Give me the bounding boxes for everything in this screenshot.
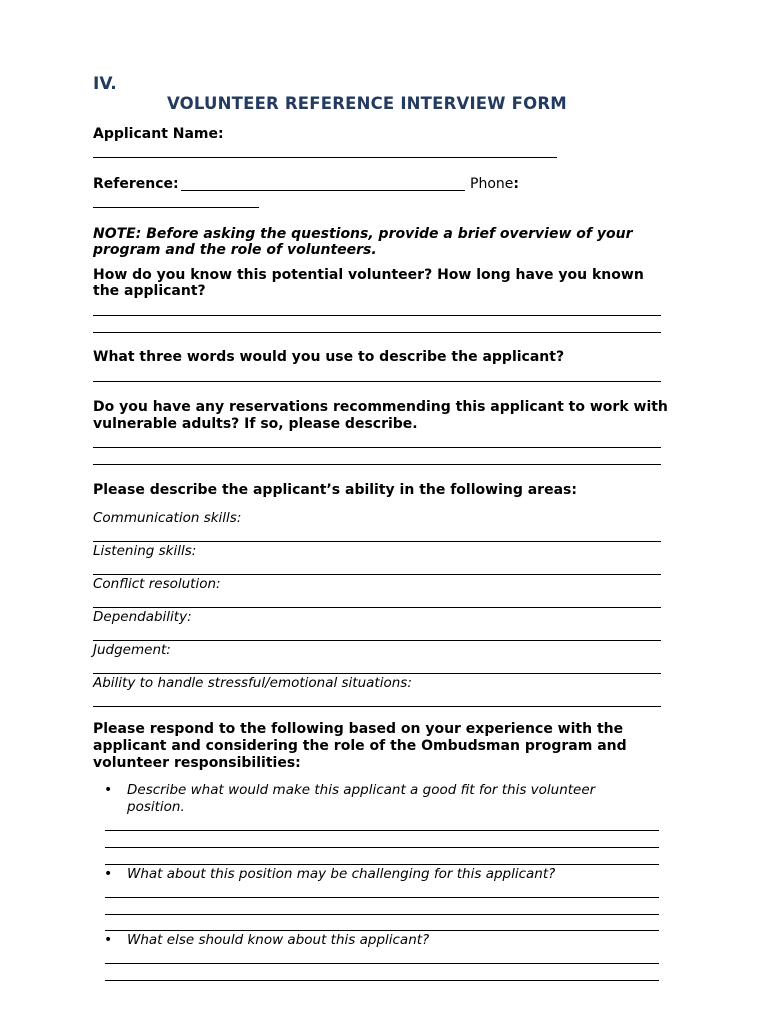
answer-line[interactable] [105, 914, 659, 915]
answer-line[interactable] [93, 464, 661, 465]
ability-label: Judgement: [93, 642, 171, 658]
answer-line[interactable] [93, 332, 661, 333]
ability-answer-line[interactable] [93, 541, 661, 542]
answer-line[interactable] [105, 930, 659, 931]
question-reservations: Do you have any reservations recommending this applicant to work with [93, 399, 668, 415]
answer-line[interactable] [105, 830, 659, 831]
question-reservations-cont: vulnerable adults? If so, please describe. [93, 416, 418, 432]
bullet-else-know: What else should know about this applicant? [127, 932, 430, 948]
ability-answer-line[interactable] [93, 706, 661, 707]
page-title: VOLUNTEER REFERENCE INTERVIEW FORM [167, 94, 567, 113]
question-three-words: What three words would you use to describe the applicant? [93, 349, 565, 365]
experience-intro-3: volunteer responsibilities: [93, 755, 301, 771]
answer-line[interactable] [93, 447, 661, 448]
answer-line[interactable] [105, 980, 659, 981]
bullet-icon: • [104, 782, 113, 798]
bullet-icon: • [104, 866, 113, 882]
bullet-good-fit: Describe what would make this applicant a good fit for this volunteer [127, 782, 596, 798]
ability-label: Listening skills: [93, 543, 197, 559]
note-line-1: NOTE: Before asking the questions, provide a brief overview of your [93, 226, 633, 242]
experience-intro-1: Please respond to the following based on your experience with the [93, 721, 624, 737]
answer-line[interactable] [105, 847, 659, 848]
ability-label: Conflict resolution: [93, 576, 221, 592]
ability-label: Dependability: [93, 609, 192, 625]
note-line-2: program and the role of volunteers. [93, 242, 377, 258]
ability-answer-line[interactable] [93, 607, 661, 608]
phone-label: Phone: [470, 176, 519, 192]
reference-label: Reference: [93, 176, 179, 192]
ability-label: Communication skills: [93, 510, 242, 526]
question-abilities: Please describe the applicant’s ability in the following areas: [93, 482, 577, 498]
bullet-icon: • [104, 932, 113, 948]
ability-answer-line[interactable] [93, 673, 661, 674]
question-how-know-cont: the applicant? [93, 283, 206, 299]
ability-answer-line[interactable] [93, 574, 661, 575]
experience-intro-2: applicant and considering the role of the Ombudsman program and [93, 738, 627, 754]
reference-field[interactable] [181, 190, 465, 191]
answer-line[interactable] [105, 897, 659, 898]
question-how-know: How do you know this potential volunteer? How long have you known [93, 267, 644, 283]
applicant-name-label: Applicant Name: [93, 126, 224, 142]
answer-line[interactable] [93, 315, 661, 316]
applicant-name-field[interactable] [93, 157, 557, 158]
answer-line[interactable] [105, 963, 659, 964]
answer-line[interactable] [93, 381, 661, 382]
ability-label: Ability to handle stressful/emotional situations: [93, 675, 412, 691]
answer-line[interactable] [105, 864, 659, 865]
ability-answer-line[interactable] [93, 640, 661, 641]
phone-field[interactable] [93, 207, 259, 208]
bullet-good-fit-cont: position. [127, 799, 185, 815]
bullet-challenging: What about this position may be challenging for this applicant? [127, 866, 556, 882]
section-number: IV. [93, 74, 117, 94]
